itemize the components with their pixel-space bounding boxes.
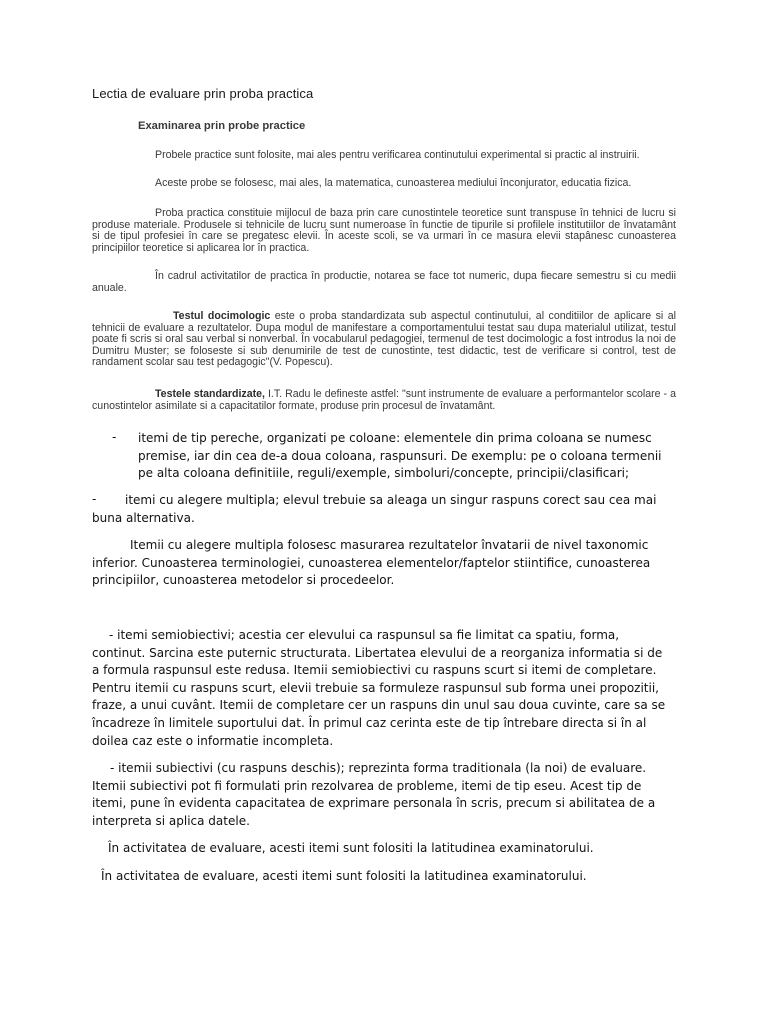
list-dash: -: [112, 430, 117, 444]
list-dash: -: [92, 492, 97, 506]
scan-paragraph-testul-docimologic: [92, 311, 676, 369]
item-subiectivi: - itemii subiectivi (cu raspuns deschis); reprezinta forma traditionala (la noi) de evaluare. Itemii subiectivi pot fi formulati prin rezolvarea de probleme, itemi de tip eseu. Acest tip de itemi, pune în evidenta capacitatea de exprimare personala în scris, precum si abilitatea de a interpreta si aplica datele.: [92, 761, 656, 828]
paragraph-alegere-multipla: Itemii cu alegere multipla folosesc masurarea rezultatelor învatarii de nivel taxonomic inferior. Cunoasterea terminologiei, cunoasterea elementelor/faptelor stiintifice, cunoasterea principiilor, cunoasterea metodelor si procedeelor.: [92, 538, 651, 588]
scan-paragraph-3: Proba practica constituie mijlocul de baza prin care cunostintele teoretice sunt transpuse în tehnici de lucru si produse materiale. Produsele si tehnicile de lucru sunt numeroase în functie de tipurile si profilele institutiilor de învatamânt si de tipul profesiei în care se pregatesc elevii. În aceste scoli, se va urmari în ce masura elevii stapânesc cunoasterea principiilor teoretice si aplicarea lor în practica.: [92, 207, 676, 254]
scan-paragraph-2: Aceste probe se folosesc, mai ales, la matematica, cunoasterea mediului înconjurator, educatia fizica.: [155, 177, 632, 189]
term-testul-docimologic: Testul docimologic: [173, 310, 271, 322]
closing-sentence-2: În activitatea de evaluare, acesti itemi sunt folositi la latitudinea examinatorului.: [101, 869, 587, 883]
item-semiobiectivi: - itemi semiobiectivi; acestia cer elevului ca raspunsul sa fie limitat ca spatiu, forma, continut. Sarcina este puternic structurata. Libertatea elevului de a reorganiza informatia si de a formula raspunsul este redusa. Itemii semiobiectivi cu raspuns scurt si itemi de completare. Pentru itemii cu raspuns scurt, elevii trebuie sa formuleze raspunsul sub forma unei propozitii, fraze, a unui cuvânt. Itemii de completare cer un raspuns din unul sau doua cuvinte, care sa se încadreze în limitele suportului dat. În primul caz cerinta este de tip întrebare directa si în al doilea caz este o informatie incompleta.: [92, 628, 666, 748]
testele-standardizate-definition: I.T. Radu le defineste astfel: "sunt instrumente de evaluare a performantelor scolare - a cunostintelor asimilate si a capacitatilor formate, produse prin procesul de învatamânt.: [92, 388, 676, 412]
item-pereche: itemi de tip pereche, organizati pe coloane: elementele din prima coloana se numesc premise, iar din cea de-a doua coloana, raspunsuri. De exemplu: pe o coloana termenii pe alta coloana definitiile, reguli/exemple, simboluri/concepte, principii/clasificari;: [138, 431, 662, 481]
scan-paragraph-testele-standardizate: [92, 389, 676, 412]
section-heading: Examinarea prin probe practice: [138, 120, 306, 132]
document-title: Lectia de evaluare prin proba practica: [92, 86, 314, 101]
item-alegere-multipla: itemi cu alegere multipla; elevul trebuie sa aleaga un singur raspuns corect sau cea mai buna alternativa.: [92, 493, 657, 525]
term-testele-standardizate: Testele standardizate,: [155, 388, 265, 400]
testul-docimologic-definition: este o proba standardizata sub aspectul continutului, al conditiilor de aplicare si al tehnicii de evaluare a rezultatelor. Dupa modul de manifestare a comportamentului testat sau dupa materialul utilizat, testul poate fi scris si oral sau verbal si nonverbal. În vocabularul pedagogiei, termenul de test docimologic a fost introdus la noi de Dumitru Muster; se foloseste si sub denumirile de test de cunostinte, test didactic, test de verificare si control, test de randament scolar sau test pedagogic"(V. Popescu).: [92, 310, 676, 368]
closing-sentence-1: În activitatea de evaluare, acesti itemi sunt folositi la latitudinea examinatorului.: [108, 841, 594, 855]
scan-paragraph-4: În cadrul activitatilor de practica în productie, notarea se face tot numeric, dupa fiecare semestru si cu medii anuale.: [92, 270, 676, 294]
scan-paragraph-1: Probele practice sunt folosite, mai ales pentru verificarea continutului experimental si practic al instruirii.: [155, 149, 640, 161]
